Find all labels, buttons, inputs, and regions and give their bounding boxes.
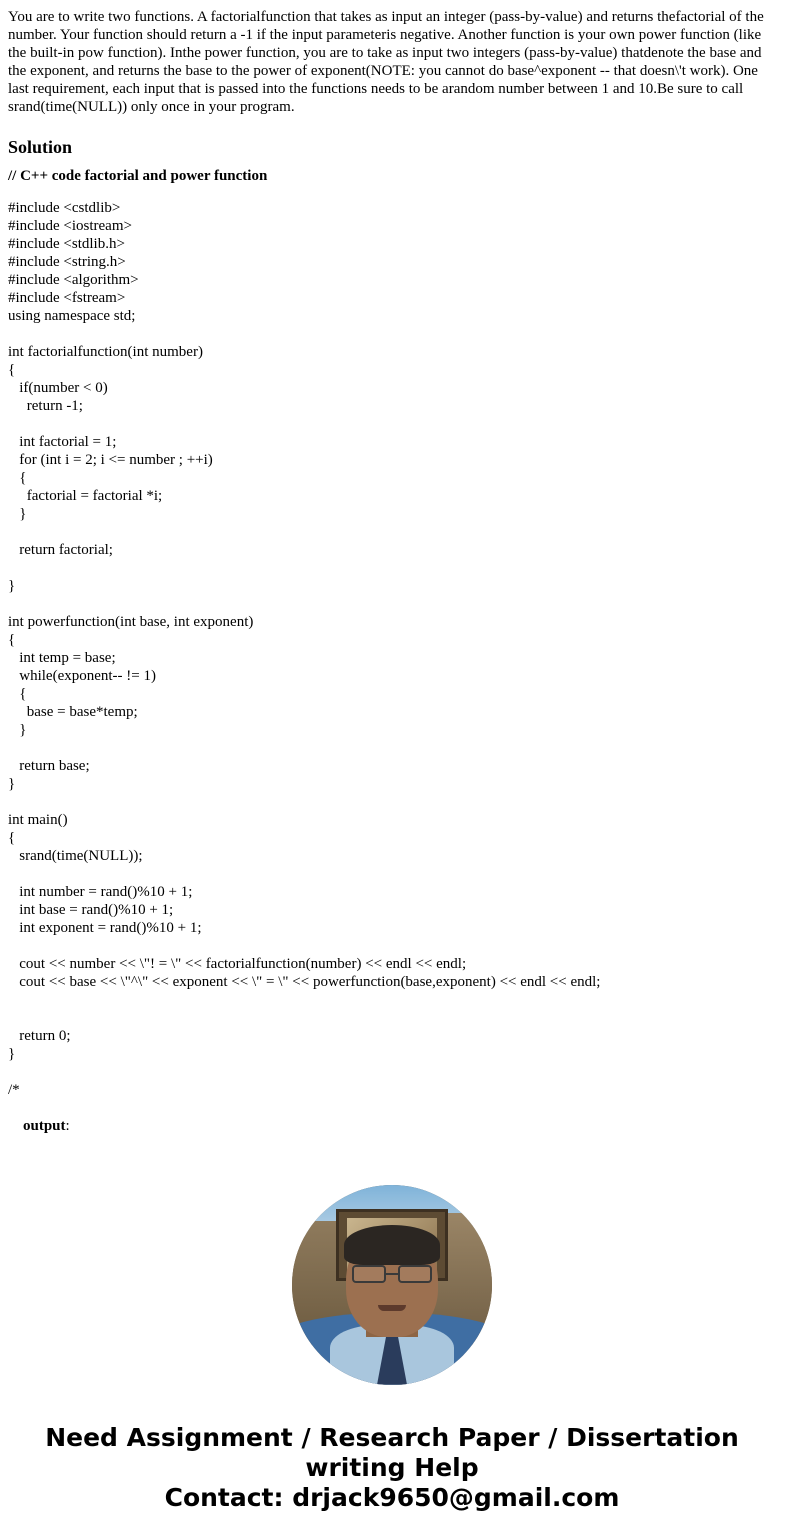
code-line [8,415,776,433]
code-line: cout << base << \"^\" << exponent << \" = \" << powerfunction(base,exponent) << endl << endl; [8,973,601,990]
code-line: #include <fstream> [8,289,126,306]
code-line: factorial = factorial *i; [8,487,163,504]
code-line: int temp = base; [8,649,116,666]
code-line [8,325,776,343]
code-line: if(number < 0) [8,379,108,396]
code-line: int factorialfunction(int number) [8,343,203,360]
code-line: cout << number << \"! = \" << factorialfunction(number) << endl << endl; [8,955,467,972]
code-line [8,559,776,577]
code-line: base = base*temp; [8,703,138,720]
code-line: #include <algorithm> [8,271,139,288]
footer-line-2: writing Help [305,1452,479,1482]
code-line [8,1063,776,1081]
solution-heading: Solution [8,137,73,157]
code-line [8,1009,776,1027]
code-line [8,523,776,541]
code-block [8,199,776,1099]
code-line [8,793,776,811]
photo-person-glasses-left [352,1265,386,1283]
footer-line-1: Need Assignment / Research Paper / Dissertation [45,1422,739,1452]
code-line: return base; [8,757,90,774]
code-line: using namespace std; [8,307,136,324]
output-section [8,1099,776,1153]
code-line: /* [8,1081,20,1098]
code-line: int number = rand()%10 + 1; [8,883,193,900]
code-line: #include <string.h> [8,253,126,270]
portrait-container [8,1185,776,1385]
code-line: { [8,361,16,378]
question-text: You are to write two functions. A factorialfunction that takes as input an integer (pass-by-value) and returns thefactorial of the number. Your function should return a -1 if the input parameteris negative. Another function is your own power function (like the built-in pow function). Inthe power function, you are to take as input two integers (pass-by-value) thatdenote the base and the exponent, and returns the base to the power of exponent(NOTE: you cannot do base^exponent -- that doesn\'t work). One last requirement, each input that is passed into the functions needs to be arandom number between 1 and 10.Be sure to call srand(time(NULL)) only once in your program. [8,9,764,115]
code-line: srand(time(NULL)); [8,847,143,864]
code-line [8,739,776,757]
code-line: } [8,1045,16,1062]
code-line: } [8,775,16,792]
code-line: } [8,577,16,594]
code-line: #include <stdlib.h> [8,235,125,252]
photo-person-glasses-bridge [386,1273,398,1275]
footer-ad [8,1423,776,1531]
profile-photo [292,1185,492,1385]
code-line [8,595,776,613]
code-line: return factorial; [8,541,113,558]
code-line: int factorial = 1; [8,433,117,450]
code-line: while(exponent-- != 1) [8,667,156,684]
code-line: return 0; [8,1027,71,1044]
code-comment: // C++ code factorial and power function [8,167,268,184]
output-colon: : [65,1117,70,1134]
code-line: { [8,829,16,846]
code-line [8,991,776,1009]
code-line: } [8,721,27,738]
footer-contact-line: Contact: drjack9650@gmail.com [164,1482,620,1512]
code-line: #include <iostream> [8,217,132,234]
code-line [8,937,776,955]
code-line: #include <cstdlib> [8,199,121,216]
code-line: return -1; [8,397,83,414]
code-line: { [8,685,27,702]
code-line: { [8,631,16,648]
code-line: int base = rand()%10 + 1; [8,901,174,918]
code-line: for (int i = 2; i <= number ; ++i) [8,451,213,468]
code-line: int exponent = rand()%10 + 1; [8,919,202,936]
output-label: output [23,1117,66,1134]
code-line [8,865,776,883]
photo-person-mouth [378,1305,406,1311]
code-line: { [8,469,27,486]
photo-person-glasses-right [398,1265,432,1283]
code-line: } [8,505,27,522]
code-line: int main() [8,811,68,828]
code-line: int powerfunction(int base, int exponent) [8,613,254,630]
photo-person-hair [344,1225,440,1265]
